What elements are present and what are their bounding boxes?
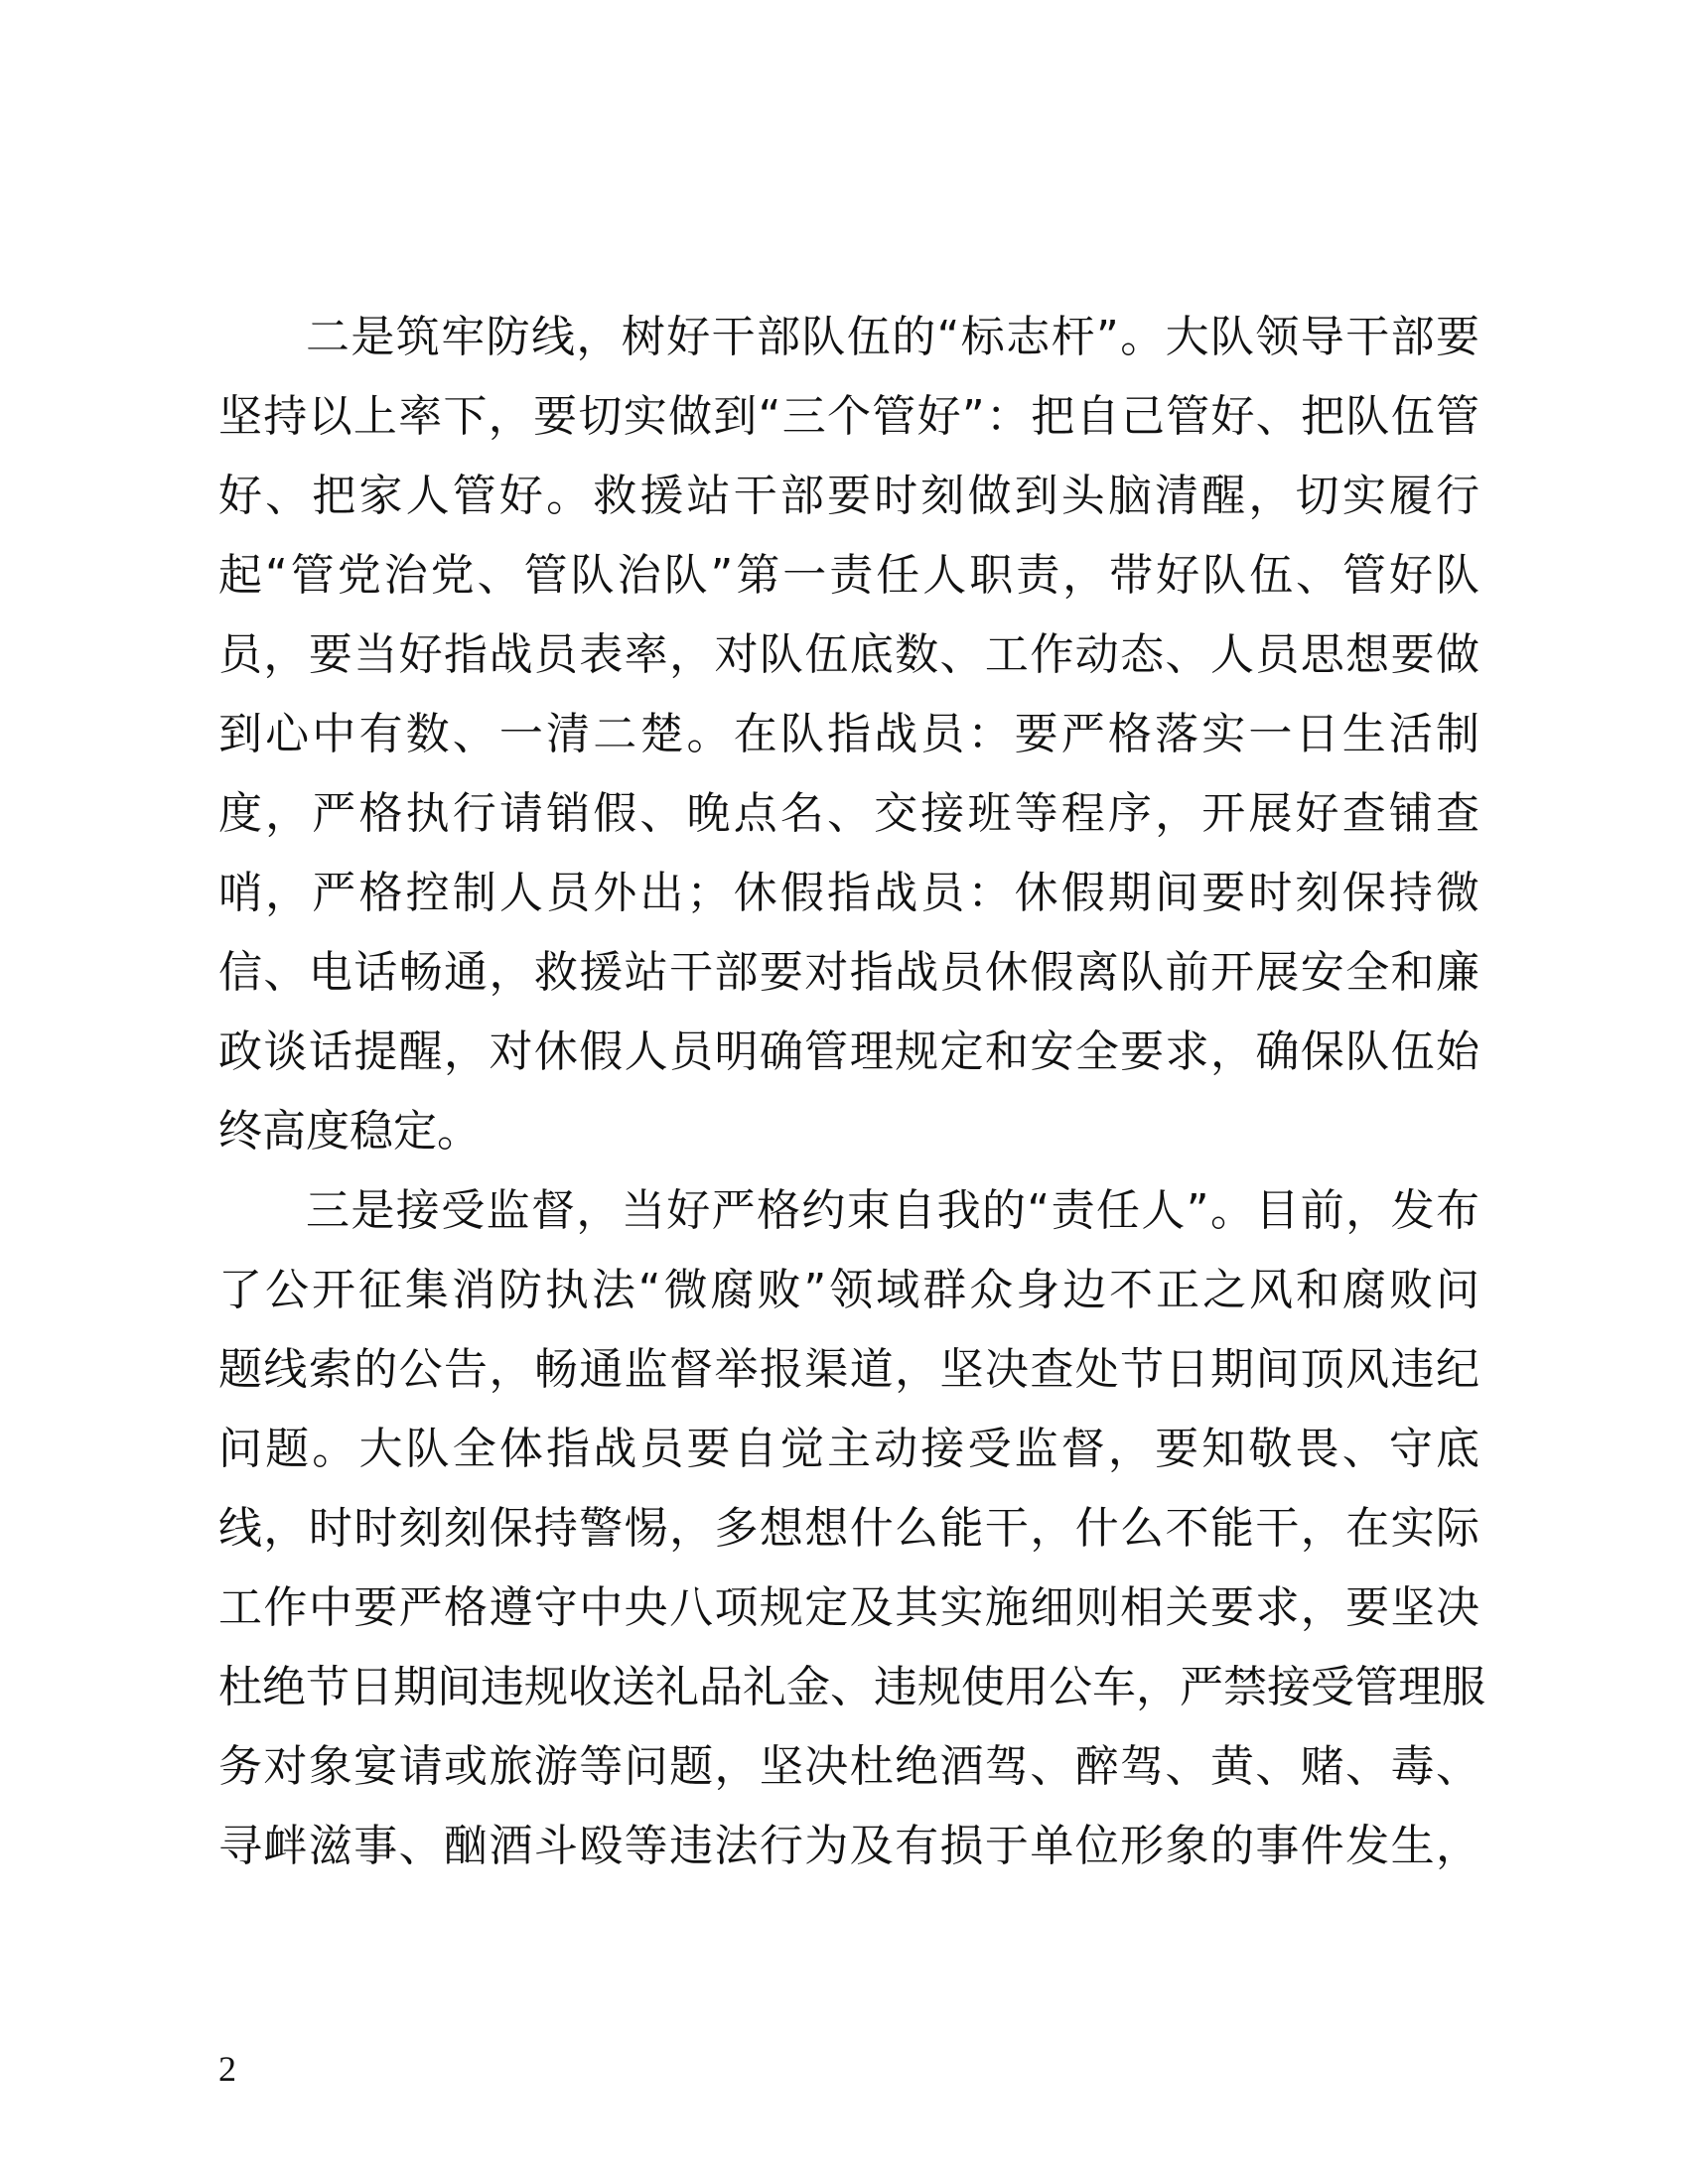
text-line: 杜绝节日期间违规收送礼品礼金、违规使用公车，严禁接受管理服	[218, 1662, 1485, 1712]
text-line: 问题。大队全体指战员要自觉主动接受监督，要知敬畏、守底	[218, 1424, 1479, 1474]
body-text	[218, 298, 1485, 1886]
text-line: 三是接受监督，当好严格约束自我的“责任人”。目前，发布	[306, 1185, 1479, 1236]
text-line: 务对象宴请或旅游等问题，坚决杜绝酒驾、醉驾、黄、赌、毒、	[218, 1741, 1479, 1792]
text-line: 员，要当好指战员表率，对队伍底数、工作动态、人员思想要做	[218, 629, 1479, 680]
text-line: 寻衅滋事、酗酒斗殴等违法行为及有损于单位形象的事件发生，	[218, 1821, 1479, 1871]
text-line: 题线索的公告，畅通监督举报渠道，坚决查处节日期间顶风违纪	[218, 1344, 1479, 1395]
paragraph-3	[218, 1171, 1485, 1886]
text-line: 度，严格执行请销假、晚点名、交接班等程序，开展好查铺查	[218, 788, 1479, 839]
page-number: 2	[218, 2049, 236, 2089]
text-line: 起“管党治党、管队治队”第一责任人职责，带好队伍、管好队	[218, 550, 1479, 601]
text-line: 工作中要严格遵守中央八项规定及其实施细则相关要求，要坚决	[218, 1582, 1479, 1633]
text-line: 到心中有数、一清二楚。在队指战员：要严格落实一日生活制	[218, 709, 1479, 759]
text-line: 哨，严格控制人员外出；休假指战员：休假期间要时刻保持微	[218, 868, 1479, 918]
text-line: 线，时时刻刻保持警惕，多想想什么能干，什么不能干，在实际	[218, 1503, 1479, 1554]
paragraph-2	[218, 298, 1479, 1171]
text-line: 了公开征集消防执法“微腐败”领域群众身边不正之风和腐败问	[218, 1265, 1479, 1315]
text-line: 二是筑牢防线，树好干部队伍的“标志杆”。大队领导干部要	[306, 312, 1479, 362]
text-line: 终高度稳定。	[218, 1106, 481, 1157]
text-line: 信、电话畅通，救援站干部要对指战员休假离队前开展安全和廉	[218, 947, 1479, 998]
text-line: 坚持以上率下，要切实做到“三个管好”：把自己管好、把队伍管	[218, 391, 1479, 442]
text-line: 好、把家人管好。救援站干部要时刻做到头脑清醒，切实履行	[218, 471, 1479, 521]
text-line: 政谈话提醒，对休假人员明确管理规定和安全要求，确保队伍始	[218, 1026, 1479, 1077]
